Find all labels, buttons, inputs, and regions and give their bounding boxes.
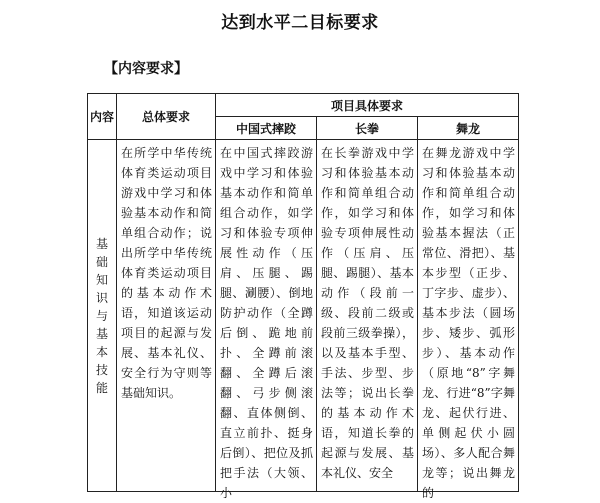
table-row [88,140,519,492]
header-changquan: 长拳 [317,117,418,140]
header-dragon: 舞龙 [418,117,519,140]
requirements-table [87,93,519,500]
overall-cell [117,140,216,492]
page-title: 达到水平二目标要求 [221,13,379,33]
wrestling-cell [216,140,317,500]
header-wrestling: 中国式摔跤 [216,117,317,140]
overall-text: 在所学中华传统体育类运动项目游戏中学习和体验基本动作和简单组合动作；说出所学中华传统体育类运动项目的基本动作术语，知道该运动项目的起源与发展、基本礼仪、安全行为守则等基础知识。 [121,146,212,400]
changquan-text: 在长拳游戏中学习和体验基本动作和简单组合动作，如学习和体验专项伸展性动作（压肩、压腿、踢腿）、基本动作（段前一级、段前二级或段前三级拳操），以及基本手型、手法、步型、步法等；说出长拳的基本动作术语，知道长拳的起源与发展、基本礼仪、安全 [321,146,414,480]
section-label: 【内容要求】 [104,61,188,77]
wrestling-text: 在中国式摔跤游戏中学习和体验基本动作和简单组合动作，如学习和体验专项伸展性动作（压肩、压腿、踢腿、涮腰）、倒地防护动作（全蹲后倒、跪地前扑、全蹲前滚翻、全蹲后滚翻、弓步侧滚翻、直体侧倒、直立前扑、挺身后倒）、把位及抓把手法（大领、小 [220,146,313,500]
changquan-cell [317,140,418,492]
dragon-text: 在舞龙游戏中学习和体验基本动作和简单组合动作，如学习和体验基本握法（正常位、滑把）、基本步型（正步、丁字步、虚步）、基本步法（圆场步、矮步、弧形步）、基本动作（原地“8”字舞龙、行进“8”字舞龙、起伏行进、单侧起伏小圆场）、多人配合舞龙等；说出舞龙的 [422,146,516,500]
dragon-cell [418,140,519,500]
header-specific-group: 项目具体要求 [216,94,519,117]
header-overall: 总体要求 [117,94,216,140]
header-content: 内容 [88,94,117,140]
category-cell: 基础知识与基本技能 [88,140,117,492]
